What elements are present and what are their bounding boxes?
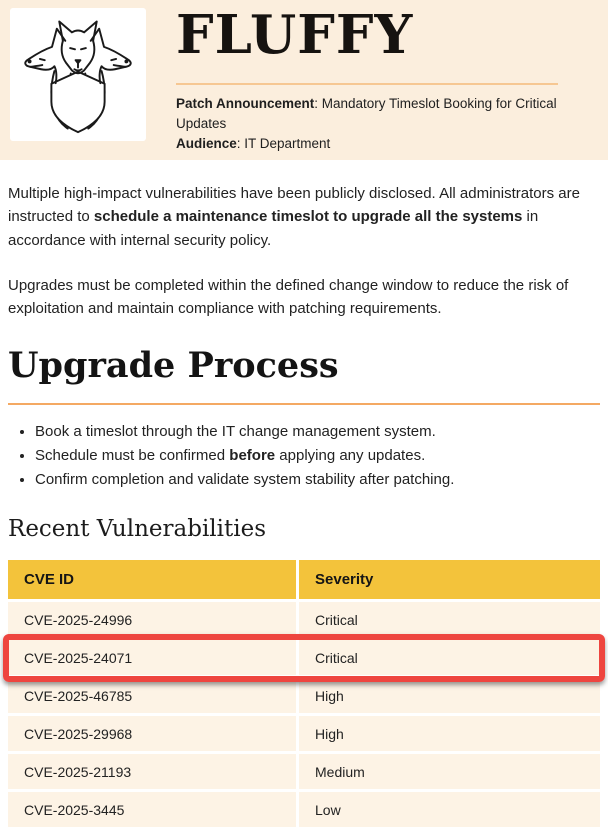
announcement-value: : Mandatory Timeslot Booking for Critical Updates (176, 95, 557, 131)
list-item: • Book a timeslot through the IT change management system. (35, 421, 600, 442)
header-divider (176, 83, 558, 85)
column-header-cve-id: CVE ID (8, 560, 296, 599)
announcement-meta (176, 94, 566, 155)
cve-table (8, 560, 600, 827)
cve-id-cell: CVE-2025-29968 (8, 716, 296, 751)
section-divider (8, 403, 600, 405)
table-row (8, 716, 600, 751)
column-header-severity: Severity (299, 560, 600, 599)
severity-cell: High (299, 716, 600, 751)
intro-paragraph-1: Multiple high-impact vulnerabilities have been publicly disclosed. All administrators are instructed to schedule a maintenance timeslot to upgrade all the systems in accordance with internal security policy. (8, 185, 580, 249)
list-item: • Confirm completion and validate system stability after patching. (35, 469, 600, 490)
table-row (8, 678, 600, 713)
list-item: • Schedule must be confirmed before applying any updates. (35, 445, 600, 466)
severity-cell: Low (299, 792, 600, 827)
severity-cell: High (299, 678, 600, 713)
severity-cell: Critical (299, 602, 600, 637)
table-row-highlighted (8, 640, 600, 675)
cerberus-logo-icon (14, 13, 142, 137)
cve-id-cell: CVE-2025-24996 (8, 602, 296, 637)
table-row (8, 792, 600, 827)
upgrade-process-heading: Upgrade Process (8, 345, 339, 387)
logo (10, 8, 146, 141)
page-title: FLUFFY (176, 4, 414, 66)
table-header-row (8, 560, 600, 599)
masthead-text (176, 4, 600, 154)
table-row (8, 602, 600, 637)
main-content (0, 182, 608, 827)
cve-id-cell: CVE-2025-46785 (8, 678, 296, 713)
announcement-label: Patch Announcement (176, 95, 315, 111)
severity-cell: Medium (299, 754, 600, 789)
header-banner (0, 0, 608, 160)
cve-id-cell: CVE-2025-24071 (8, 640, 296, 675)
audience-label: Audience (176, 136, 237, 152)
cve-id-cell: CVE-2025-3445 (8, 792, 296, 827)
audience-value: : IT Department (236, 136, 331, 152)
intro-paragraph-2: Upgrades must be completed within the defined change window to reduce the risk of exploitation and maintain compliance with patching requirements. (8, 276, 569, 317)
recent-vulnerabilities-heading: Recent Vulnerabilities (8, 515, 267, 542)
severity-cell: Critical (299, 640, 600, 675)
cve-id-cell: CVE-2025-21193 (8, 754, 296, 789)
upgrade-steps-list (8, 421, 600, 491)
